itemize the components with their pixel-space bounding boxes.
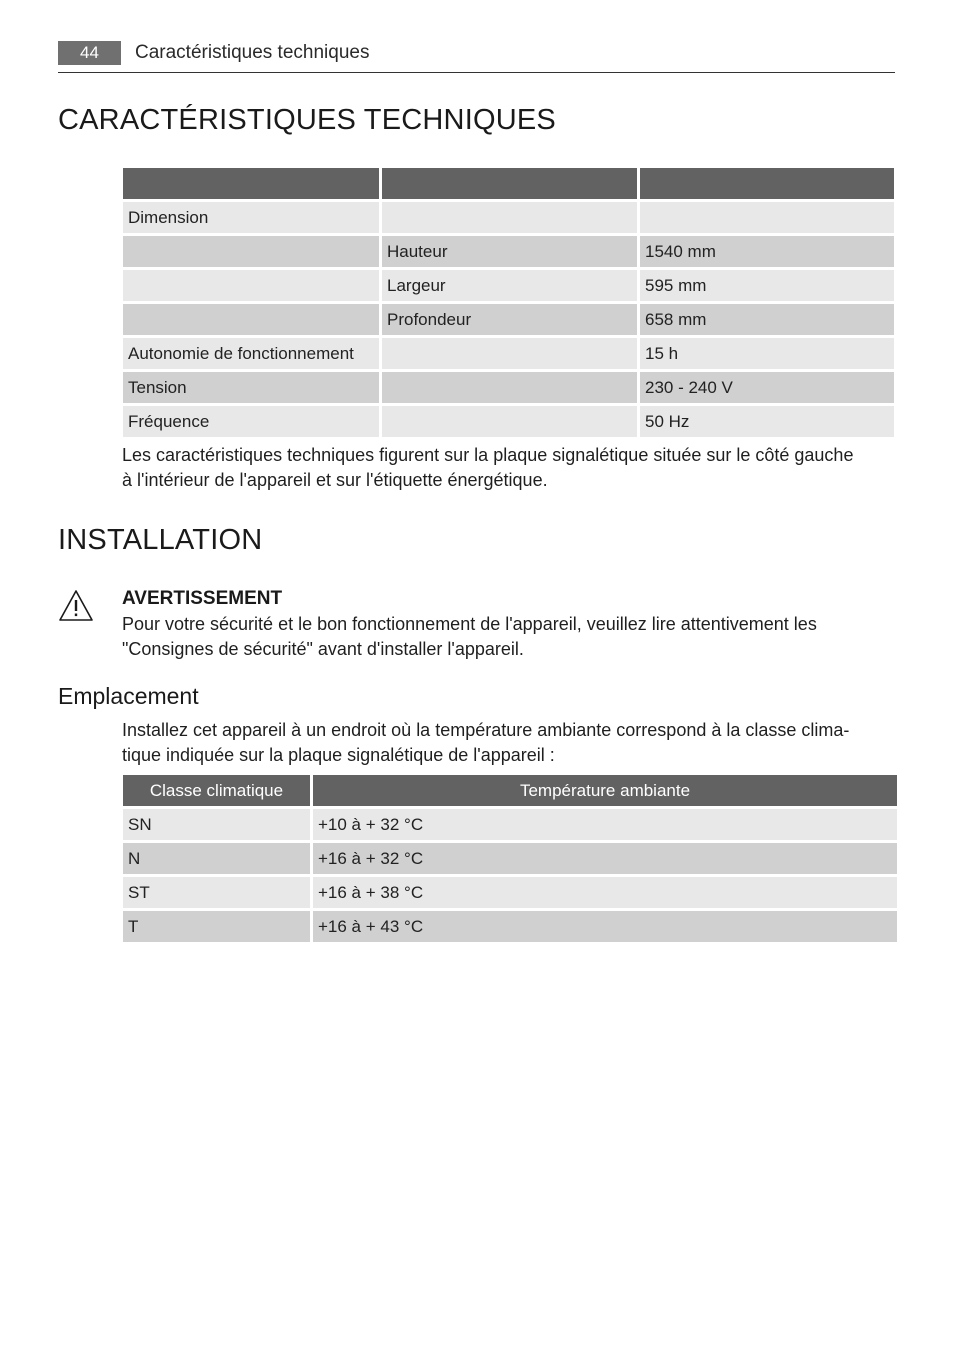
spec-value: 1540 mm (640, 236, 894, 267)
climate-class: T (123, 911, 310, 942)
spec-value: 658 mm (640, 304, 894, 335)
table-row (123, 270, 894, 301)
ambient-temperature: +16 à + 43 °C (313, 911, 897, 942)
table-row (123, 843, 897, 874)
table-row (123, 877, 897, 908)
warning-text-line1: Pour votre sécurité et le bon fonctionnement de l'appareil, veuillez lire attentivement les (122, 614, 817, 634)
table-header-cell: Classe climatique (123, 775, 310, 806)
spec-label (123, 304, 379, 335)
spec-value: 230 - 240 V (640, 372, 894, 403)
spec-label: Fréquence (123, 406, 379, 437)
tech-spec-table (120, 165, 897, 440)
climate-class: ST (123, 877, 310, 908)
spec-sublabel (382, 202, 637, 233)
spec-sublabel: Hauteur (382, 236, 637, 267)
spec-sublabel (382, 372, 637, 403)
spec-value: 15 h (640, 338, 894, 369)
tech-note (122, 443, 894, 493)
table-header-cell: Température ambiante (313, 775, 897, 806)
ambient-temperature: +10 à + 32 °C (313, 809, 897, 840)
table-header-cell (123, 168, 379, 199)
tech-note-line2: à l'intérieur de l'appareil et sur l'étiquette énergétique. (122, 470, 548, 490)
spec-value: 595 mm (640, 270, 894, 301)
climate-class: N (123, 843, 310, 874)
climate-class-table (120, 772, 900, 945)
table-row (123, 304, 894, 335)
table-row (123, 202, 894, 233)
tech-note-line1: Les caractéristiques techniques figurent sur la plaque signalétique située sur le côté gauche (122, 445, 854, 465)
warning-triangle-icon (57, 588, 95, 624)
table-header-row (123, 168, 894, 199)
installation-section-title: INSTALLATION (58, 524, 263, 556)
warning-text (122, 612, 894, 662)
emplacement-title: Emplacement (58, 683, 199, 709)
spec-sublabel (382, 338, 637, 369)
spec-sublabel: Largeur (382, 270, 637, 301)
emplacement-text-line1: Installez cet appareil à un endroit où la température ambiante correspond à la classe clima- (122, 720, 850, 740)
page-number: 44 (58, 41, 121, 65)
spec-sublabel (382, 406, 637, 437)
spec-value (640, 202, 894, 233)
emplacement-text (122, 718, 894, 768)
climate-class: SN (123, 809, 310, 840)
running-header-title: Caractéristiques techniques (135, 42, 370, 63)
spec-label: Autonomie de fonctionnement (123, 338, 379, 369)
table-row (123, 338, 894, 369)
spec-label: Tension (123, 372, 379, 403)
emplacement-text-line2: tique indiquée sur la plaque signalétique de l'appareil : (122, 745, 555, 765)
table-row (123, 406, 894, 437)
spec-label (123, 236, 379, 267)
table-header-row (123, 775, 897, 806)
table-row (123, 236, 894, 267)
page-header (58, 40, 895, 73)
spec-value: 50 Hz (640, 406, 894, 437)
spec-label: Dimension (123, 202, 379, 233)
table-row (123, 372, 894, 403)
table-header-cell (640, 168, 894, 199)
table-row (123, 911, 897, 942)
warning-text-line2: "Consignes de sécurité" avant d'installer l'appareil. (122, 639, 524, 659)
warning-title: AVERTISSEMENT (122, 588, 283, 609)
table-row (123, 809, 897, 840)
ambient-temperature: +16 à + 32 °C (313, 843, 897, 874)
table-header-cell (382, 168, 637, 199)
ambient-temperature: +16 à + 38 °C (313, 877, 897, 908)
spec-label (123, 270, 379, 301)
tech-section-title: CARACTÉRISTIQUES TECHNIQUES (58, 104, 556, 136)
spec-sublabel: Profondeur (382, 304, 637, 335)
